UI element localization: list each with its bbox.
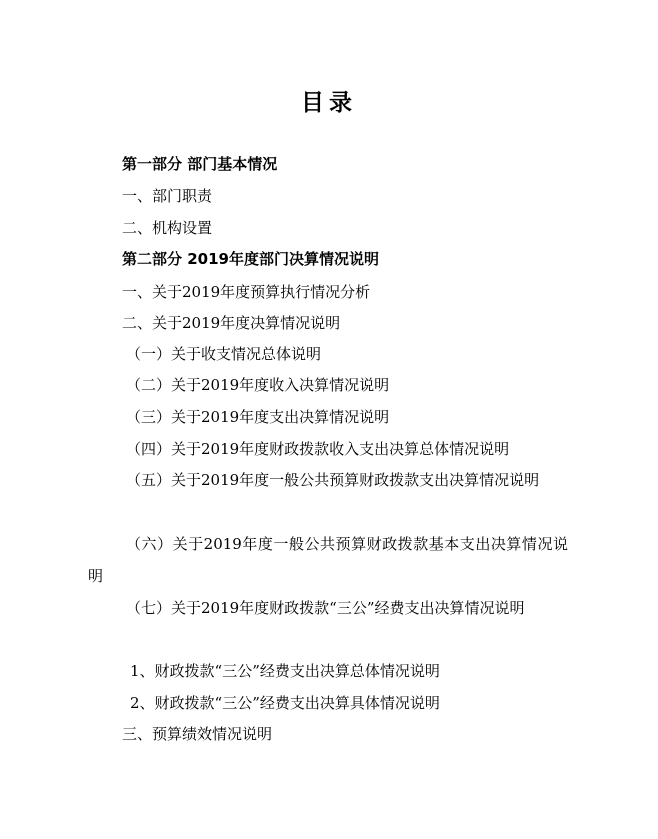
toc-subitem: （一）关于收支情况总体说明: [126, 345, 322, 363]
toc-subitem: （七）关于2019年度财政拨款“三公”经费支出决算情况说明: [126, 599, 525, 617]
toc-numbered-item: 1、财政拨款“三公”经费支出决算总体情况说明: [130, 662, 440, 680]
toc-subitem: （六）关于2019年度一般公共预算财政拨款基本支出决算情况说明: [88, 535, 568, 585]
toc-part-heading: 第一部分 部门基本情况: [122, 155, 278, 173]
toc-subitem: （二）关于2019年度收入决算情况说明: [126, 376, 390, 394]
toc-numbered-item: 2、财政拨款“三公”经费支出决算具体情况说明: [130, 694, 440, 712]
toc-subitem: （三）关于2019年度支出决算情况说明: [126, 408, 390, 426]
toc-item: 三、预算绩效情况说明: [122, 725, 273, 743]
toc-subitem: （五）关于2019年度一般公共预算财政拨款支出决算情况说明: [126, 471, 540, 489]
toc-part-heading: 第二部分 2019年度部门决算情况说明: [122, 250, 379, 268]
toc-item: 二、机构设置: [122, 219, 213, 237]
toc-item: 一、关于2019年度预算执行情况分析: [122, 283, 371, 301]
page-title: 目录: [301, 90, 357, 116]
toc-subitem: （四）关于2019年度财政拨款收入支出决算总体情况说明: [126, 440, 510, 458]
toc-item: 一、部门职责: [122, 187, 213, 205]
toc-item: 二、关于2019年度决算情况说明: [122, 314, 341, 332]
